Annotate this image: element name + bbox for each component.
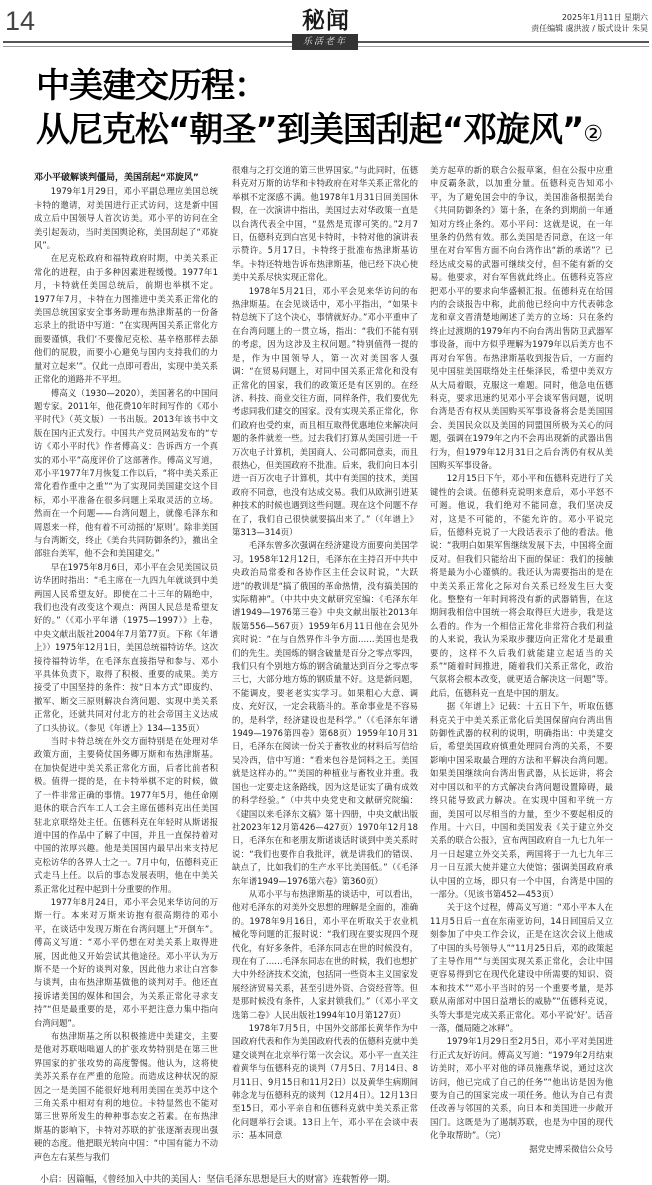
article-source: 据党史博采微信公众号: [529, 1143, 613, 1154]
column-logo: 乐活老年: [292, 34, 358, 50]
paragraph: 1978年5月21日，邓小平会见来华访问的布热津斯基。在会见谈话中，邓小平指出，“如果卡特总统下了这个决心，事情就好办。”邓小平重申了在台湾问题上的一贯立场，指出：“我们不能有别的考虑，因为这涉及主权问题。”特别值得一提的是，作为中国领导人，第一次对美国客人强调：“在贸易问题上，对同中国关系正常化和没有正常化的国家，我们的政策还是有区别的。在经济、科技、商业交往方面，同样条件，我们要优先考虑同我们建交的国家。没有实现关系正常化，你们政府也受约束，而且相互取得优惠地位来解决问题的条件就差一些。过去我们打算从美国引进一千万次电子计算机，美国商人、公司都同意卖，而且很热心，但美国政府不批准。后来，我们向日本引进一百万次电子计算机，其中有美国的技术，美国政府不同意，也没有达成交易。我们从欧洲引进某种技术的时候也遇到这些问题。现在这个问题不存在了，我们自己很快就要搞出来了。”（《年谱上》第313—314页）: [232, 285, 418, 537]
page-number: 14: [5, 6, 36, 36]
paragraph: 12月15日下午，邓小平和伍德科克进行了关键性的会谈。伍德科克说明来意后，邓小平怒不可遏。他说，我们绝对不能同意，我们坚决反对，这是不可能的，不能允许的。邓小平说完后，伍德科克说了一大段话表示了他的看法。他说：“我明白如果军售继续发展下去，中国将全面反对。但我们只能给出下面的保证：我们的接触将是最为小心谨慎的。我还认为需要指出的是在中美关系正常化之际对台关系已经发生巨大变化。整整有一年时间将没有新的武器销售，在这期间我相信中国统一将会取得巨大进步，我是这么看的。作为一个相信正常化非常符合我们利益的人来说，我认为采取步骤迈向正常化才是最重要的，这样不久后我们就能建立起适当的关系”“随着时间推进，随着我们关系正常化，政治气氛将会根本改变，就更适合解决这一问题”等。此后，伍德科克一直是中国的朋友。: [430, 473, 613, 698]
issue-date: 2025年1月11日 星期六: [561, 13, 648, 22]
paragraph: 很难与之打交道的第三世界国家。”与此同时，伍德科克对万斯的访华和卡特政府在对华关系正常化的举棋不定深感不满。他1978年1月31日回美国休假，在一次演讲中指出，美国过去对华政策一直是以台湾代表全中国，“显然是荒谬可笑的。”2月7日，伍德科克到白宫见卡特时，卡特对他的演讲表示赞许。5月17日，卡特终于批准布热津斯基访华。卡特还特地告诉布热津斯基，他已经下决心使美中关系尽快实现正常化。: [232, 165, 418, 283]
paragraph: 傅高义（1930—2020），美国著名的中国问题专家。2011年，他花费10年时间写作的《邓小平时代》（英文版）一书出版。2013年该书中文版在国内正式发行。中国共产党员网站发布的“专访《邓小平时代》作者傅高义：告诉西方一个真实的邓小平”高度评价了这部著作。傅高义写道，邓小平1977年7月恢复工作以后，“将中美关系正常化看作重中之重”“为了实现同美国建交这个目标，邓小平准备在很多问题上采取灵活的立场。然而在一个问题——台湾问题上，就像毛泽东和周恩来一样，他有着不可动摇的‘原则’。除非美国与台湾断交，终止《美台共同防御条约》，撤出全部驻台美军，他不会和美国建交。”: [34, 387, 218, 559]
paragraph: 1979年1月29日至2月5日，邓小平对美国进行正式友好访问。傅高义写道：“1979年2月结束访美时，邓小平对他的译员施燕华说，通过这次访问，他已完成了自己的任务”“他出访是因为他要为自己的国家完成一项任务。他认为自己有责任改善与邻国的关系，向日本和美国进一步敞开国门。这既是为了遏制苏联，也是为中国的现代化争取帮助”。（完）: [430, 1036, 613, 1141]
paragraph: 关于这个过程，傅高义写道：“邓小平本人在11月5日后一直在东南亚访问，14日回国后又立刻参加了中央工作会议，正是在这次会议上他成了中国的头号领导人”“11月25日后，邓的政策起了主导作用”“与美国实现关系正常化，会让中国更容易得到它在现代化建设中所需要的知识、资本和技术”“邓小平当时的另一个重要考量，是苏联从南部对中国日益增长的威胁”“伍德科克说，头等大事是完成关系正常化。邓小平说‘好’。话音一落，僵局随之冰释”。: [430, 902, 613, 1033]
paragraph: 1978年7月5日，中国外交部部长黄华作为中国政府代表和作为美国政府代表的伍德科克就中美建交谈判在北京举行第一次会议。邓小平一直关注着黄华与伍德科克的谈判（7月5日、7月14日、8月11日、9月15日和11月2日）以及黄华生病期间韩念龙与伍德科克的谈判（12月4日）。12月13日至15日，邓小平亲自和伍德科克就中美关系正常化问题举行会谈。13日上午，邓小平在会谈中表示：基本同意: [232, 1023, 418, 1141]
editor-notice: 小启：因篇幅，《曾经加入中共的美国人：坚信毛泽东思想是巨大的财富》连载暂停一期。: [40, 1175, 396, 1185]
header-meta: [531, 12, 648, 34]
section-title: 秘闻: [302, 7, 350, 34]
article-title: [36, 64, 602, 157]
article-column-1: [34, 172, 218, 1164]
paragraph: 毛泽东曾多次强调在经济建设方面要向美国学习。1958年12月12日，毛泽东在主持召开中共中央政治局常委和各协作区主任会议时说，“大跃进”的教训是“搞了俄国的革命热情，没有搞美国的实际精神”。（中共中央文献研究室编：《毛泽东年谱1949—1976第三卷》中央文献出版社2013年版第556—567页）1959年6月11日他在会见外宾时说：“在与自然界作斗争方面……美国也是我们的先生。美国炼的钢含硫量是百分之零点零四，我们只有个别地方炼的钢含硫量达到百分之零点零三七，大部分地方炼的钢质量不好。这是新问题，不能调皮，要老老实实学习。如果粗心大意、调皮、充好汉，一定会栽筋斗的。革命事业是不容易的，是科学，经济建设也是科学。”（《毛泽东年谱1949—1976第四卷》第68页）1959年10月31日，毛泽东在阅读一份关于畜牧业的材料后写信给吴冷西，信中写道：“看来包谷是饲料之王。美国就是这样办的。”“美国的种植业与畜牧业并重。我国也一定要走这条路线，因为这是证实了确有成效的科学经验。”（中共中央党史和文献研究院编：《建国以来毛泽东文稿》第十四册，中央文献出版社2023年12月第426—427页）1970年12月18日，毛泽东在和老朋友斯诺谈话时谈到中美关系时说：“我们也要作自我批评，就是讲我们的错误、缺点了，比如我们的生产水平比美国低。”（《毛泽东年谱1949—1976第六卷》第360页）: [232, 540, 418, 886]
paragraph: 1979年1月29日，邓小平副总理应美国总统卡特的邀请，对美国进行正式访问，这是新中国成立后中国领导人首次访美。邓小平的访问在全美引起轰动，当时美国舆论称，美国刮起了“邓旋风”。: [34, 186, 218, 251]
paragraph: 在尼克松政府和福特政府时期，中美关系正常化的进程，由于多种因素进程缓慢。1977年1月，卡特就任美国总统后，前期也举棋不定。1977年7月，卡特在力图推进中美关系正常化的美国总统国家安全事务助理布热津斯基的一份备忘录上的批语中写道：“在实现两国关系正常化方面要谨慎，我们‘不要像尼克松、基辛格那样去舔他们的屁股，而要小心避免与国内支持我们的力量对立起来’”。仅此一点即可看出，实现中美关系正常化的道路并不平坦。: [34, 253, 218, 385]
paragraph: 早在1975年8月6日，邓小平在会见美国议员访华团时指出：“毛主席在一九四九年就谈到中美两国人民希望友好。即使在二十三年的隔绝中，我们也没有改变这个观点：两国人民总是希望友好的。”（《邓小平年谱（1975—1997）》上卷，中央文献出版社2004年7月第77页。下称《年谱上》）1975年12月1日，美国总统福特访华。这次接待福特访华，在毛泽东直接指导和参与、邓小平具体负责下，取得了积极、重要的成果。美方接受了中国坚持的条件：按“日本方式”即废约、撤军、断交三原则解决台湾问题、实现中美关系正常化，还就共同对付北方的社会帝国主义达成了口头协议。（参见《年谱上》134—135页）: [34, 561, 218, 733]
editors-credit: 责任编辑 虞洪波 / 版式设计 朱昊: [531, 24, 648, 33]
article-column-2: [232, 164, 418, 1143]
paragraph: 据《年谱上》记载：十五日下午，听取伍德科克关于中美关系正常化后美国保留向台湾出售防御性武器的权利的说明，明确指出：中美建交后，希望美国政府慎重处理同台湾的关系，不要影响中国采取最合理的方法和平解决台湾问题。如果美国继续向台湾出售武器，从长远讲，将会对中国以和平的方式解决台湾问题设置障碍，最终只能导致武力解决。在实现中国和平统一方面，美国可以尽相当的力量，至少不要起相反的作用。十六日，中国和美国发表《关于建立外交关系的联合公报》，宣布两国政府自一九七九年一月一日起建立外交关系，两国将于一九七九年三月一日互派大使并建立大使馆；强调美国政府承认中国的立场，即只有一个中国，台湾是中国的一部分。（见该书第452—453页）: [430, 701, 613, 899]
title-line-1: 中美建交历程：: [36, 66, 267, 106]
paragraph: 布热津斯基之所以积极推进中美建交，主要是他对苏联咄咄逼人的扩张攻势特别是在第三世界国家的扩张攻势的高度警惕。他认为，这将使美苏关系存在严重的危险。而造成这种状况的原因之一是美国不能很好地利用美国在美苏中这个三角关系中相对有利的地位。卡特显然也不能对第三世界所发生的种种事态安之若素。在布热津斯基的影响下，卡特对苏联的扩张逐渐表现出强硬的态度。他把眼光转向中国：“中国有能力不动声色左右某些与我们: [34, 1031, 218, 1162]
paragraph: 当时卡特总统在外交方面特别是在处理对华政策方面，主要倚仗国务卿万斯和布热津斯基。在加快促进中美关系正常化方面，后者比前者积极。值得一提的是，在卡特举棋不定的时候，做了一件非常正确的事情。1977年5月，他任命刚退休的联合汽车工人工会主席伍德科克出任美国驻北京联络处主任。伍德科克在年轻时从斯诺报道中国的作品中了解了中国，并且一直保持着对中国的浓厚兴趣。他是美国国内最早出来支持尼克松访华的各界人士之一。7月中旬，伍德科克正式走马上任。以后的事态发展表明，他在中美关系正常化过程中起到十分重要的作用。: [34, 736, 218, 894]
paragraph: 1977年8月24日，邓小平会见来华访问的万斯一行。本来对万斯来访抱有很高期待的邓小平，在谈话中发现万斯在台湾问题上“开倒车”。傅高义写道：“邓小平仍想在对美关系上取得进展，因此他又开始尝试其他途径。邓小平认为万斯不是一个好的谈判对象，因此他力求让白宫参与谈判，由布热津斯基做他的谈判对手。他还直接诉诸美国的媒体和国会，为关系正常化寻求支持”“但是最重要的是，邓小平把注意力集中指向台湾问题”。: [34, 896, 218, 1028]
part-number: ②: [583, 122, 603, 147]
subheading: 邓小平破解谈判僵局，美国刮起“邓旋风”: [34, 173, 199, 183]
article-column-3: [430, 164, 613, 1156]
title-line-2: 从尼克松“朝圣”到美国刮起“邓旋风”: [36, 110, 584, 150]
paragraph: 美方起草的新的联合公报草案，但在公报中应重申反霸条款，以加重分量。伍德科克告知邓小平，为了避免国会中的争议，美国准备根据美台《共同防御条约》第十条，在条约到期前一年通知对方终止条约。邓小平问：这就是说，在一年里条约仍然有效。那么美国是否同意，在这一年里在对台军售方面不向台湾作出“新的承诺”？已经达成交易的武器可继续交付，但不能有新的交易。他要求，对台军售就此终止。伍德科克答应把邓小平的要求向华盛顿汇报。伍德科克在给国内的会谈报告中称，此前他已经向中方代表韩念龙和章文晋清楚地阐述了美方的立场：只在条约终止过渡期的1979年内不向台湾出售防卫武器军事设备，而中方似乎理解为1979年以后美方也不再对台军售。布热津斯基收到报告后，一方面约见中国驻美国联络处主任柴泽民，希望中美双方从大局着眼，克服这一难题。同时，他急电伍德科克，要求迅速约见邓小平会谈军售问题，说明台湾是否有权从美国购买军事设备将会是美国国会、美国民众以及美国的同盟国所极为关心的问题，强调在1979年之内不会再出现新的武器出售行为，但1979年12月31日之后台湾仍有权从美国购买军事设备。: [430, 165, 613, 470]
paragraph: 从邓小平与布热津斯基的谈话中，可以看出，他对毛泽东的对美外交思想的理解是全面的，准确的。1978年9月16日，邓小平在听取关于农业机械化等问题的汇报时说：“我们现在要实现四个现代化，有好多条件，毛泽东同志在世的时候没有，现在有了……毛泽东同志在世的时候，我们也想扩大中外经济技术交流，包括同一些资本主义国家发展经济贸易关系，甚至引进外资、合资经营等。但是那时候没有条件，人家封锁我们。”（《邓小平文选第二卷》人民出版社1994年10月第127页）: [232, 888, 418, 1020]
